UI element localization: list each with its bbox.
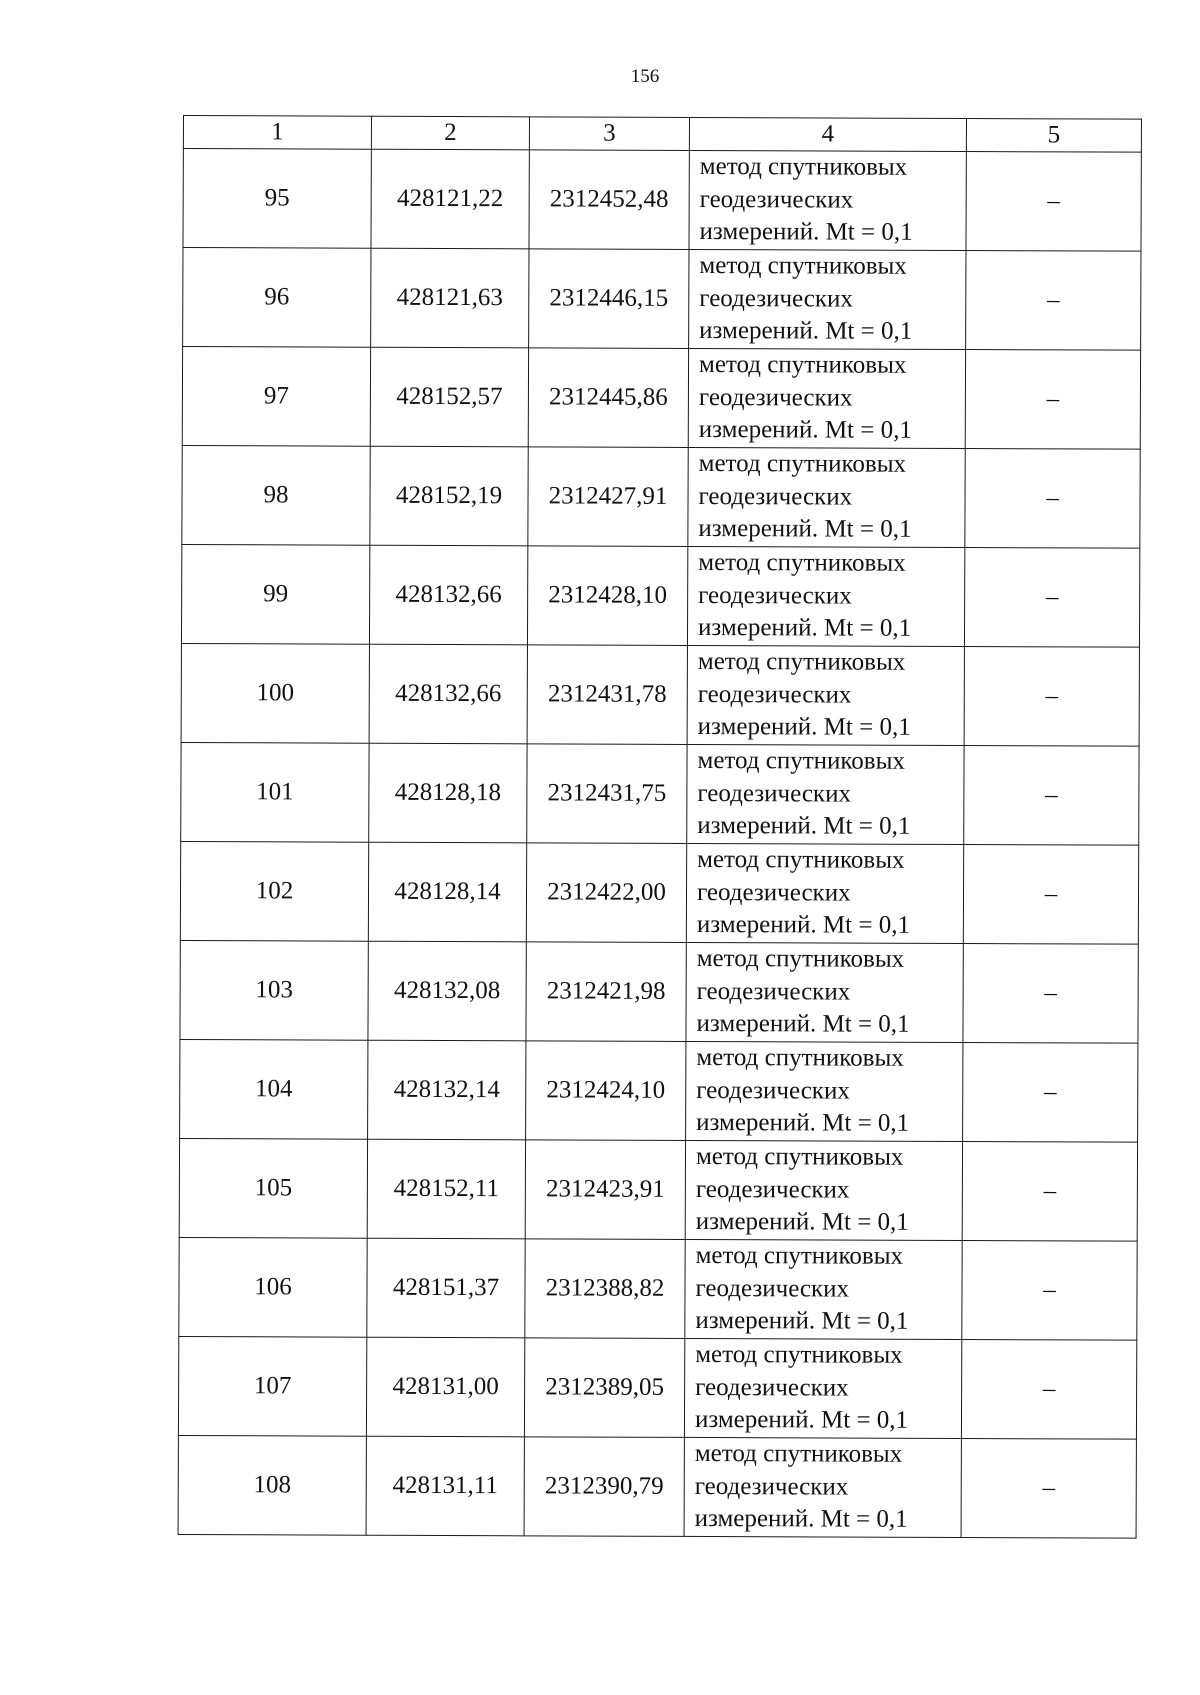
method-text-line: измерений. Mt = 0,1 xyxy=(697,614,912,643)
method-text-line: геодезических xyxy=(695,1175,850,1204)
method-cell xyxy=(686,843,963,943)
coordinates-table xyxy=(178,115,1142,1539)
note-cell: – xyxy=(964,647,1139,747)
table-row xyxy=(181,643,1139,746)
point-number-cell: 107 xyxy=(178,1336,366,1436)
method-text-line: измерений. Mt = 0,1 xyxy=(694,1505,908,1534)
method-text-line: метод спутниковых xyxy=(695,1341,903,1370)
table-row xyxy=(180,841,1138,944)
table-row xyxy=(183,149,1141,252)
x-coordinate-cell: 428128,14 xyxy=(368,842,526,942)
method-text-line: геодезических xyxy=(699,284,853,313)
column-header-1: 1 xyxy=(183,116,371,150)
x-coordinate-cell: 428132,08 xyxy=(368,941,526,1041)
method-text-line: геодезических xyxy=(698,383,853,412)
method-cell xyxy=(687,645,964,745)
method-text-line: метод спутниковых xyxy=(697,846,905,875)
method-text-line: измерений. Mt = 0,1 xyxy=(699,317,913,346)
method-cell xyxy=(685,1239,962,1339)
y-coordinate-cell: 2312446,15 xyxy=(529,249,689,349)
method-text-line: геодезических xyxy=(696,977,851,1006)
y-coordinate-cell: 2312431,75 xyxy=(527,744,687,844)
y-coordinate-cell: 2312423,91 xyxy=(525,1140,685,1240)
note-cell: – xyxy=(965,350,1140,450)
method-text-line: геодезических xyxy=(697,779,852,808)
note-cell: – xyxy=(962,1241,1137,1341)
column-header-4: 4 xyxy=(689,117,966,151)
method-text-line: геодезических xyxy=(697,680,852,709)
table-row xyxy=(182,347,1140,450)
y-coordinate-cell: 2312388,82 xyxy=(525,1239,685,1339)
point-number-cell: 95 xyxy=(183,149,371,249)
x-coordinate-cell: 428121,63 xyxy=(371,248,529,348)
x-coordinate-cell: 428132,14 xyxy=(368,1040,526,1140)
method-text-line: измерений. Mt = 0,1 xyxy=(699,218,913,247)
note-cell: – xyxy=(963,845,1138,945)
column-header-2: 2 xyxy=(371,116,529,150)
point-number-cell: 96 xyxy=(183,248,371,348)
x-coordinate-cell: 428132,66 xyxy=(369,644,527,744)
y-coordinate-cell: 2312427,91 xyxy=(528,447,688,547)
method-cell xyxy=(687,546,964,646)
note-cell: – xyxy=(961,1438,1136,1538)
point-number-cell: 97 xyxy=(182,347,370,447)
table-row xyxy=(181,544,1139,647)
y-coordinate-cell: 2312445,86 xyxy=(528,348,688,448)
method-text-line: измерений. Mt = 0,1 xyxy=(695,1208,909,1237)
x-coordinate-cell: 428131,00 xyxy=(366,1337,524,1437)
method-text-line: геодезических xyxy=(696,1076,850,1105)
table-body xyxy=(178,149,1141,1539)
table-header-row xyxy=(183,116,1141,153)
x-coordinate-cell: 428152,57 xyxy=(370,347,528,447)
method-text-line: геодезических xyxy=(694,1472,849,1501)
method-text-line: измерений. Mt = 0,1 xyxy=(696,1010,910,1039)
y-coordinate-cell: 2312390,79 xyxy=(524,1437,684,1537)
table-row xyxy=(178,1336,1136,1439)
method-text-line: геодезических xyxy=(698,581,852,610)
point-number-cell: 103 xyxy=(180,940,368,1040)
method-cell xyxy=(689,150,966,250)
page-number: 156 xyxy=(630,66,660,87)
table-row xyxy=(178,1435,1136,1538)
method-text-line: метод спутниковых xyxy=(699,153,908,182)
method-text-line: геодезических xyxy=(695,1373,849,1402)
method-text-line: метод спутниковых xyxy=(697,747,905,776)
table-row xyxy=(179,1138,1137,1241)
x-coordinate-cell: 428132,66 xyxy=(369,545,527,645)
method-text-line: измерений. Mt = 0,1 xyxy=(696,911,911,940)
method-text-line: геодезических xyxy=(696,878,851,907)
x-coordinate-cell: 428152,11 xyxy=(367,1139,525,1239)
table-row xyxy=(179,1237,1137,1340)
method-cell xyxy=(685,1140,962,1240)
table-row xyxy=(182,445,1140,548)
method-text-line: измерений. Mt = 0,1 xyxy=(697,812,911,841)
note-cell: – xyxy=(963,944,1138,1044)
x-coordinate-cell: 428151,37 xyxy=(367,1238,525,1338)
method-text-line: метод спутниковых xyxy=(696,1044,904,1073)
method-text-line: геодезических xyxy=(695,1274,850,1303)
point-number-cell: 101 xyxy=(181,742,369,842)
note-cell: – xyxy=(966,251,1141,351)
method-text-line: измерений. Mt = 0,1 xyxy=(698,515,912,544)
point-number-cell: 104 xyxy=(180,1039,368,1139)
method-text-line: метод спутниковых xyxy=(694,1440,903,1469)
method-cell xyxy=(686,1041,963,1141)
point-number-cell: 106 xyxy=(179,1237,367,1337)
method-text-line: измерений. Mt = 0,1 xyxy=(694,1406,909,1435)
point-number-cell: 98 xyxy=(182,445,370,545)
y-coordinate-cell: 2312389,05 xyxy=(524,1338,684,1438)
note-cell: – xyxy=(964,746,1139,846)
method-cell xyxy=(687,744,964,844)
method-cell xyxy=(688,447,965,547)
method-cell xyxy=(686,942,963,1042)
table-row xyxy=(180,940,1138,1043)
point-number-cell: 102 xyxy=(180,841,368,941)
method-text-line: метод спутниковых xyxy=(698,351,907,380)
method-text-line: измерений. Mt = 0,1 xyxy=(696,1109,910,1138)
method-text-line: метод спутниковых xyxy=(699,252,907,281)
method-text-line: измерений. Mt = 0,1 xyxy=(695,1307,909,1336)
note-cell: – xyxy=(961,1339,1136,1439)
table-row xyxy=(181,742,1139,845)
method-cell xyxy=(684,1437,961,1537)
note-cell: – xyxy=(964,548,1139,648)
x-coordinate-cell: 428128,18 xyxy=(369,743,527,843)
method-text-line: метод спутниковых xyxy=(698,549,906,578)
method-cell xyxy=(689,249,966,349)
method-text-line: метод спутниковых xyxy=(697,648,906,677)
y-coordinate-cell: 2312428,10 xyxy=(527,546,687,646)
y-coordinate-cell: 2312452,48 xyxy=(529,150,689,250)
method-text-line: геодезических xyxy=(699,185,854,214)
x-coordinate-cell: 428121,22 xyxy=(371,149,529,249)
point-number-cell: 99 xyxy=(181,544,369,644)
column-header-3: 3 xyxy=(529,117,689,151)
method-text-line: метод спутниковых xyxy=(698,450,907,479)
method-cell xyxy=(688,348,965,448)
method-text-line: метод спутниковых xyxy=(695,1242,904,1271)
note-cell: – xyxy=(965,449,1140,549)
method-cell xyxy=(684,1338,961,1438)
y-coordinate-cell: 2312421,98 xyxy=(526,942,686,1042)
method-text-line: метод спутниковых xyxy=(695,1143,904,1172)
method-text-line: измерений. Mt = 0,1 xyxy=(697,713,911,742)
point-number-cell: 100 xyxy=(181,643,369,743)
note-cell: – xyxy=(963,1043,1138,1143)
column-header-5: 5 xyxy=(966,119,1141,153)
point-number-cell: 108 xyxy=(178,1435,366,1535)
y-coordinate-cell: 2312424,10 xyxy=(526,1041,686,1141)
table-row xyxy=(180,1039,1138,1142)
x-coordinate-cell: 428131,11 xyxy=(366,1436,524,1536)
y-coordinate-cell: 2312431,78 xyxy=(527,645,687,745)
y-coordinate-cell: 2312422,00 xyxy=(526,843,686,943)
note-cell: – xyxy=(962,1142,1137,1242)
note-cell: – xyxy=(966,152,1141,252)
x-coordinate-cell: 428152,19 xyxy=(370,446,528,546)
point-number-cell: 105 xyxy=(179,1138,367,1238)
method-text-line: геодезических xyxy=(698,482,853,511)
method-text-line: измерений. Mt = 0,1 xyxy=(698,416,912,445)
method-text-line: метод спутниковых xyxy=(696,945,905,974)
table-row xyxy=(183,248,1141,351)
